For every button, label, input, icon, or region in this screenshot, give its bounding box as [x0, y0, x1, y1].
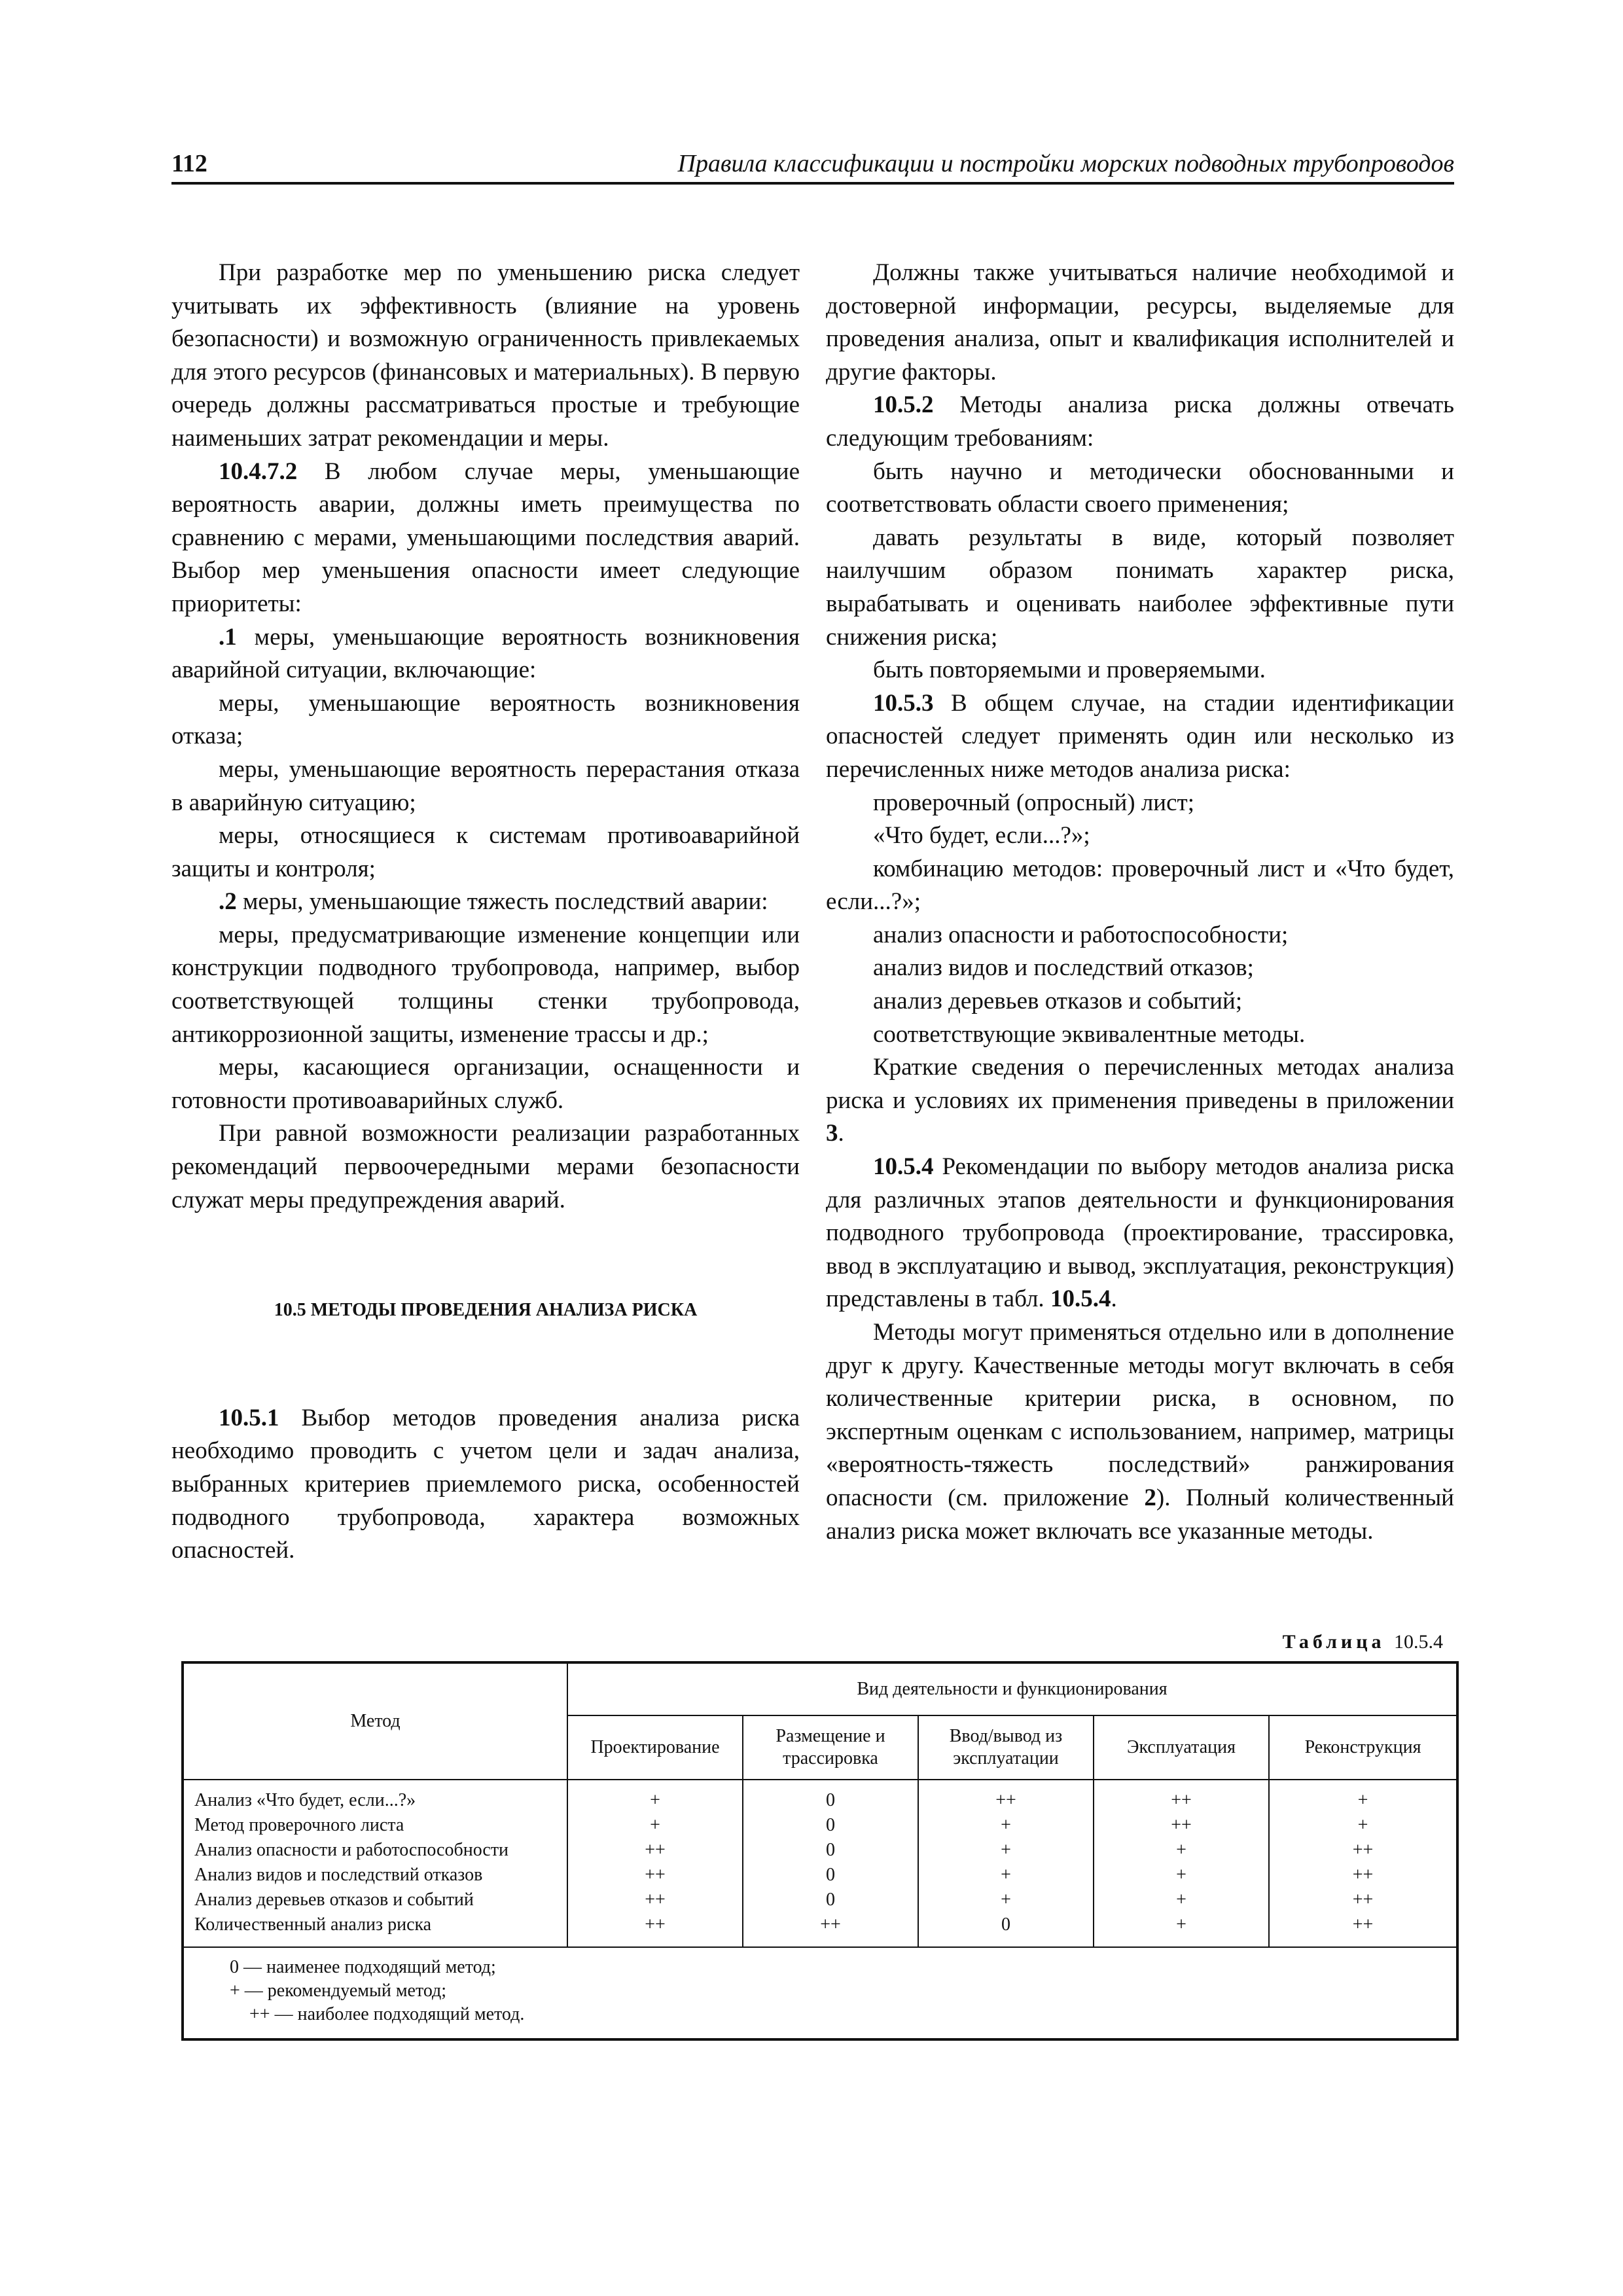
paragraph-text: соответствующие эквивалентные методы.	[873, 1020, 1306, 1048]
paragraph	[171, 621, 800, 687]
paragraph	[826, 952, 1454, 985]
rating-cell: 0	[918, 1912, 1094, 1947]
rating-cell: ++	[918, 1780, 1094, 1813]
rating-cell: 0	[743, 1888, 918, 1912]
paragraph	[826, 1316, 1454, 1548]
method-name-cell: Анализ «Что будет, если...?»	[183, 1780, 567, 1813]
rating-cell: ++	[567, 1863, 743, 1888]
paragraph-text: Должны также учитываться наличие необходимой и достоверной информации, ресурсы, выделяемые для проведения анализа, опыт и квалификация исполнителей и другие факторы.	[826, 259, 1454, 386]
paragraph-text: анализ видов и последствий отказов;	[873, 954, 1254, 982]
clause-number: .1	[219, 623, 237, 651]
paragraph	[171, 753, 800, 819]
paragraph	[171, 257, 800, 456]
right-column	[826, 257, 1454, 1548]
rating-cell: +	[1094, 1838, 1269, 1863]
legend-item: + — рекомендуемый метод;	[230, 1981, 447, 2001]
paragraph	[826, 819, 1454, 853]
paragraph-text: меры, касающиеся организации, оснащенности и готовности противоаварийных служб.	[171, 1054, 800, 1114]
column-header: Реконструкция	[1269, 1715, 1457, 1780]
paragraph-text: меры, уменьшающие вероятность возникновения отказа;	[171, 689, 800, 750]
paragraph-text: анализ опасности и работоспособности;	[873, 921, 1289, 948]
paragraph-text: В общем случае, на стадии идентификации опасностей следует применять один или несколько из перечисленных ниже методов анализа риска:	[826, 689, 1454, 783]
paragraph-text: комбинацию методов: проверочный лист и «Что будет, если...?»;	[826, 855, 1454, 916]
rating-cell: 0	[743, 1838, 918, 1863]
clause-number: 10.5.1	[219, 1404, 279, 1431]
rating-cell: +	[1094, 1863, 1269, 1888]
table-row	[183, 1863, 1457, 1888]
paragraph-text: Рекомендации по выбору методов анализа риска для различных этапов деятельности и функционирования подводного трубопровода (проектирование, трассировка, ввод в эксплуатацию и вывод, эксплуатация, реконструкция) представлены в табл.	[826, 1153, 1454, 1313]
paragraph-text: При равной возможности реализации разработанных рекомендаций первоочередными мерами безопасности служат меры предупреждения аварий.	[171, 1120, 800, 1213]
table-legend	[183, 1947, 1457, 2039]
rating-cell: ++	[1094, 1813, 1269, 1838]
paragraph-text: меры, уменьшающие вероятность перерастания отказа в аварийную ситуацию;	[171, 755, 800, 816]
paragraph	[171, 687, 800, 753]
paragraph-text: «Что будет, если...?»;	[873, 822, 1090, 850]
paragraph	[826, 1018, 1454, 1052]
paragraph	[171, 456, 800, 621]
column-header: Проектирование	[567, 1715, 743, 1780]
rating-cell: ++	[567, 1838, 743, 1863]
table-caption-number: 10.5.4	[1394, 1631, 1443, 1653]
rating-cell: +	[1269, 1813, 1457, 1838]
paragraph-text: проверочный (опросный) лист;	[873, 789, 1194, 816]
reference-number: 2	[1144, 1484, 1156, 1511]
paragraph-text: быть научно и методически обоснованными и соответствовать области своего применения;	[826, 457, 1454, 518]
paragraph	[826, 654, 1454, 687]
clause-number: 10.5.2	[873, 391, 934, 419]
rating-cell: ++	[1094, 1780, 1269, 1813]
rating-cell: ++	[1269, 1912, 1457, 1947]
page-header	[171, 145, 1454, 185]
rating-cell: ++	[1269, 1888, 1457, 1912]
methods-table-wrap	[181, 1661, 1456, 2041]
column-header: Эксплуатация	[1094, 1715, 1269, 1780]
rating-cell: ++	[567, 1912, 743, 1947]
method-name-cell: Анализ опасности и работоспособности	[183, 1838, 567, 1863]
paragraph	[826, 787, 1454, 820]
legend-item: 0 — наименее подходящий метод;	[230, 1957, 496, 1977]
paragraph-tail: ). Полный количественный анализ риска может включать все указанные методы.	[826, 1484, 1454, 1545]
activity-group-header: Вид деятельности и функционирования	[567, 1662, 1457, 1715]
table-row	[183, 1813, 1457, 1838]
table-row	[183, 1912, 1457, 1947]
paragraph	[826, 985, 1454, 1018]
paragraph-text: анализ деревьев отказов и событий;	[873, 988, 1243, 1015]
method-name-cell: Метод проверочного листа	[183, 1813, 567, 1838]
rating-cell: ++	[1269, 1863, 1457, 1888]
paragraph	[171, 886, 800, 919]
left-column	[171, 257, 800, 1568]
paragraph-text: меры, предусматривающие изменение концепции или конструкции подводного трубопровода, например, выбор соответствующей толщины стенки трубопровода, антикоррозионной защиты, изменение трассы и др.;	[171, 921, 800, 1048]
rating-cell: ++	[743, 1912, 918, 1947]
paragraph	[826, 919, 1454, 952]
section-heading: 10.5 МЕТОДЫ ПРОВЕДЕНИЯ АНАЛИЗА РИСКА	[274, 1300, 698, 1321]
method-name-cell: Количественный анализ риска	[183, 1912, 567, 1947]
paragraph-text: Краткие сведения о перечисленных методах анализа риска и условиях их применения приведены в приложении	[826, 1054, 1454, 1114]
clause-number: 10.4.7.2	[219, 457, 298, 485]
clause-number: 10.5.3	[873, 689, 934, 717]
paragraph	[826, 853, 1454, 919]
paragraph	[171, 819, 800, 886]
paragraph	[826, 687, 1454, 787]
rating-cell: 0	[743, 1813, 918, 1838]
column-header: Размещение и трассировка	[743, 1715, 918, 1780]
legend-item: ++ — наиболее подходящий метод.	[249, 2004, 525, 2024]
paragraph-text: Методы анализа риска должны отвечать следующим требованиям:	[826, 391, 1454, 452]
column-header: Ввод/вывод из эксплуатации	[918, 1715, 1094, 1780]
rating-cell: +	[918, 1888, 1094, 1912]
reference-number: 10.5.4	[1050, 1285, 1111, 1313]
paragraph	[826, 389, 1454, 455]
paragraph	[826, 257, 1454, 389]
paragraph	[826, 1151, 1454, 1316]
table-body	[183, 1780, 1457, 1947]
rating-cell: ++	[1269, 1838, 1457, 1863]
page-number: 112	[171, 150, 207, 177]
paragraph-text: меры, уменьшающие вероятность возникновения аварийной ситуации, включающие:	[171, 623, 800, 684]
paragraph-tail: .	[1111, 1285, 1117, 1313]
clause-number: 10.5.4	[873, 1153, 934, 1181]
rating-cell: +	[1269, 1780, 1457, 1813]
table-row	[183, 1888, 1457, 1912]
paragraph	[171, 1402, 800, 1568]
paragraph-text: В любом случае меры, уменьшающие вероятность аварии, должны иметь преимущества по сравнению с мерами, уменьшающими последствия аварий. Выбор мер уменьшения опасности имеет следующие приоритеты:	[171, 457, 800, 617]
rating-cell: 0	[743, 1863, 918, 1888]
table-caption	[1113, 1631, 1443, 1653]
paragraph	[171, 1051, 800, 1117]
rating-cell: +	[918, 1838, 1094, 1863]
paragraph-text: Выбор методов проведения анализа риска необходимо проводить с учетом цели и задач анализа, выбранных критериев приемлемого риска, особенностей подводного трубопровода, характера возможных опасностей.	[171, 1404, 800, 1564]
rating-cell: +	[1094, 1912, 1269, 1947]
rating-cell: +	[1094, 1888, 1269, 1912]
reference-number: 3	[826, 1120, 838, 1147]
clause-number: .2	[219, 888, 237, 916]
paragraph-text: меры, относящиеся к системам противоаварийной защиты и контроля;	[171, 822, 800, 882]
paragraph-text: Методы могут применяться отдельно или в дополнение друг к другу. Качественные методы могут включать в себя количественные критерии риска, в основном, по экспертным оценкам с использованием, например, матрицы «вероятность-тяжесть последствий» ранжирования опасности (см. приложение	[826, 1319, 1454, 1511]
rating-cell: +	[567, 1813, 743, 1838]
method-name-cell: Анализ видов и последствий отказов	[183, 1863, 567, 1888]
paragraph-text: быть повторяемыми и проверяемыми.	[873, 656, 1266, 684]
table-caption-word: Таблица	[1282, 1631, 1385, 1653]
paragraph	[826, 522, 1454, 654]
rating-cell: ++	[567, 1888, 743, 1912]
rating-cell: +	[567, 1780, 743, 1813]
paragraph	[171, 919, 800, 1051]
table-row	[183, 1780, 1457, 1813]
rating-cell: +	[918, 1813, 1094, 1838]
running-title: Правила классификации и постройки морских подводных трубопроводов	[677, 150, 1454, 177]
paragraph	[826, 1051, 1454, 1151]
paragraph-text: При разработке мер по уменьшению риска следует учитывать их эффективность (влияние на уровень безопасности) и возможную ограниченность привлекаемых для этого ресурсов (финансовых и материальных). В первую очередь должны рассматриваться простые и требующие наименьших затрат рекомендации и меры.	[171, 259, 800, 452]
paragraph-text: давать результаты в виде, который позволяет наилучшим образом понимать характер риска, вырабатывать и оценивать наиболее эффективные пути снижения риска;	[826, 524, 1454, 651]
rating-cell: 0	[743, 1780, 918, 1813]
paragraph	[826, 456, 1454, 522]
method-column-header: Метод	[183, 1662, 567, 1780]
rating-cell: +	[918, 1863, 1094, 1888]
paragraph-tail: .	[838, 1120, 844, 1147]
table-row	[183, 1838, 1457, 1863]
paragraph-text: меры, уменьшающие тяжесть последствий аварии:	[236, 888, 768, 916]
method-name-cell: Анализ деревьев отказов и событий	[183, 1888, 567, 1912]
methods-table	[181, 1661, 1459, 2041]
paragraph	[171, 1117, 800, 1217]
